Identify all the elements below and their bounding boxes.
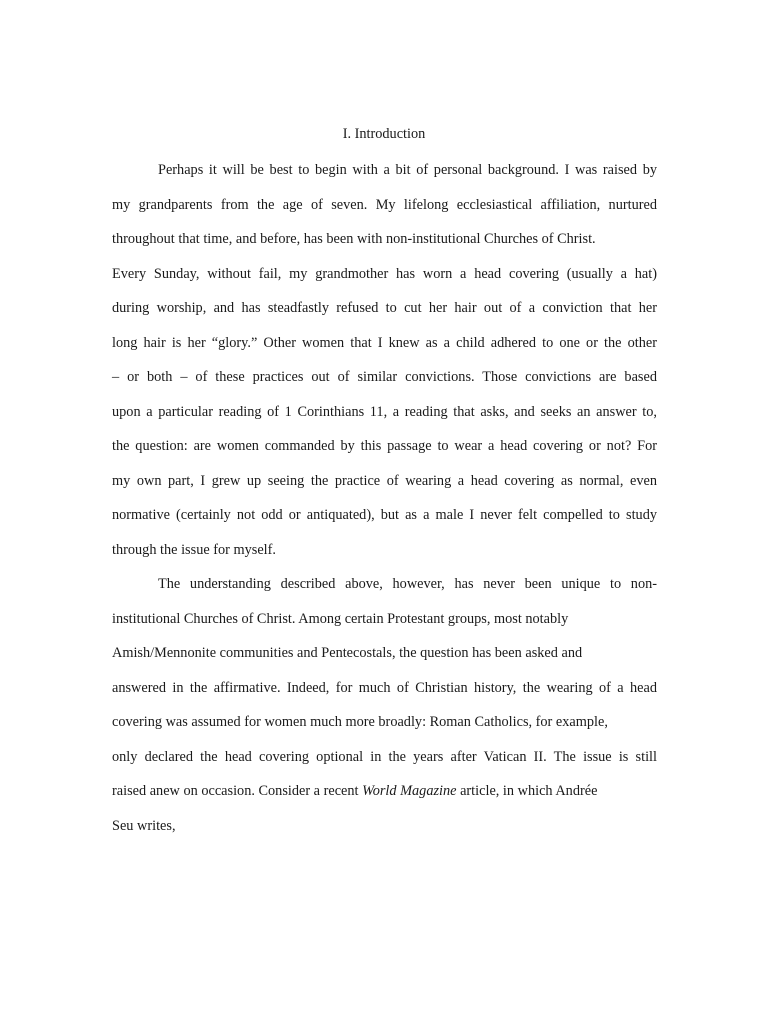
paragraph-2-line-with-italic xyxy=(112,779,657,814)
paragraph-1-line: throughout that time, and before, has been with non-institutional Churches of Christ. xyxy=(112,231,596,247)
paragraph-1-line: upon a particular reading of 1 Corinthians 11, a reading that asks, and seeks an answer to, xyxy=(112,403,657,420)
paragraph-2-line: Amish/Mennonite communities and Pentecostals, the question has been asked and xyxy=(112,645,583,661)
publication-title: World Magazine xyxy=(362,783,457,799)
paragraph-2-line: covering was assumed for women much more broadly: Roman Catholics, for example, xyxy=(112,714,608,730)
section-heading xyxy=(0,124,768,144)
paragraph-2-line: institutional Churches of Christ. Among certain Protestant groups, most notably xyxy=(112,610,569,627)
paragraph-1-line: my own part, I grew up seeing the practice of wearing a head covering as normal, even xyxy=(112,472,657,489)
paragraph-1-line: Every Sunday, without fail, my grandmother has worn a head covering (usually a hat) xyxy=(112,265,657,282)
paragraph-1-line: during worship, and has steadfastly refused to cut her hair out of a conviction that her xyxy=(112,300,657,316)
paragraph-2-text: article, in which Andrée xyxy=(456,783,598,799)
paragraph-1-line: long hair is her “glory.” Other women that I knew as a child adhered to one or the other xyxy=(112,334,657,351)
document-body xyxy=(112,158,657,848)
paragraph-1-line: through the issue for myself. xyxy=(112,541,276,558)
paragraph-1-line: Perhaps it will be best to begin with a bit of personal background. I was raised by xyxy=(158,162,657,178)
paragraph-2-text: raised anew on occasion. Consider a recent xyxy=(112,783,363,799)
paragraph-1-line: – or both – of these practices out of similar convictions. Those convictions are based xyxy=(112,369,657,385)
paragraph-1-line: normative (certainly not odd or antiquated), but as a male I never felt compelled to study xyxy=(112,507,657,523)
paragraph-1-line: my grandparents from the age of seven. My lifelong ecclesiastical affiliation, nurtured xyxy=(112,196,657,213)
paragraph-2-closing-line: Seu writes, xyxy=(112,817,176,834)
paragraph-2-line: The understanding described above, however, has never been unique to non- xyxy=(158,576,657,592)
paragraph-2-line: answered in the affirmative. Indeed, for much of Christian history, the wearing of a head xyxy=(112,679,657,696)
paragraph-2-line: only declared the head covering optional in the years after Vatican II. The issue is still xyxy=(112,748,657,765)
section-heading-text: I. Introduction xyxy=(342,126,426,142)
paragraph-1-line: the question: are women commanded by this passage to wear a head covering or not? For xyxy=(112,438,657,454)
